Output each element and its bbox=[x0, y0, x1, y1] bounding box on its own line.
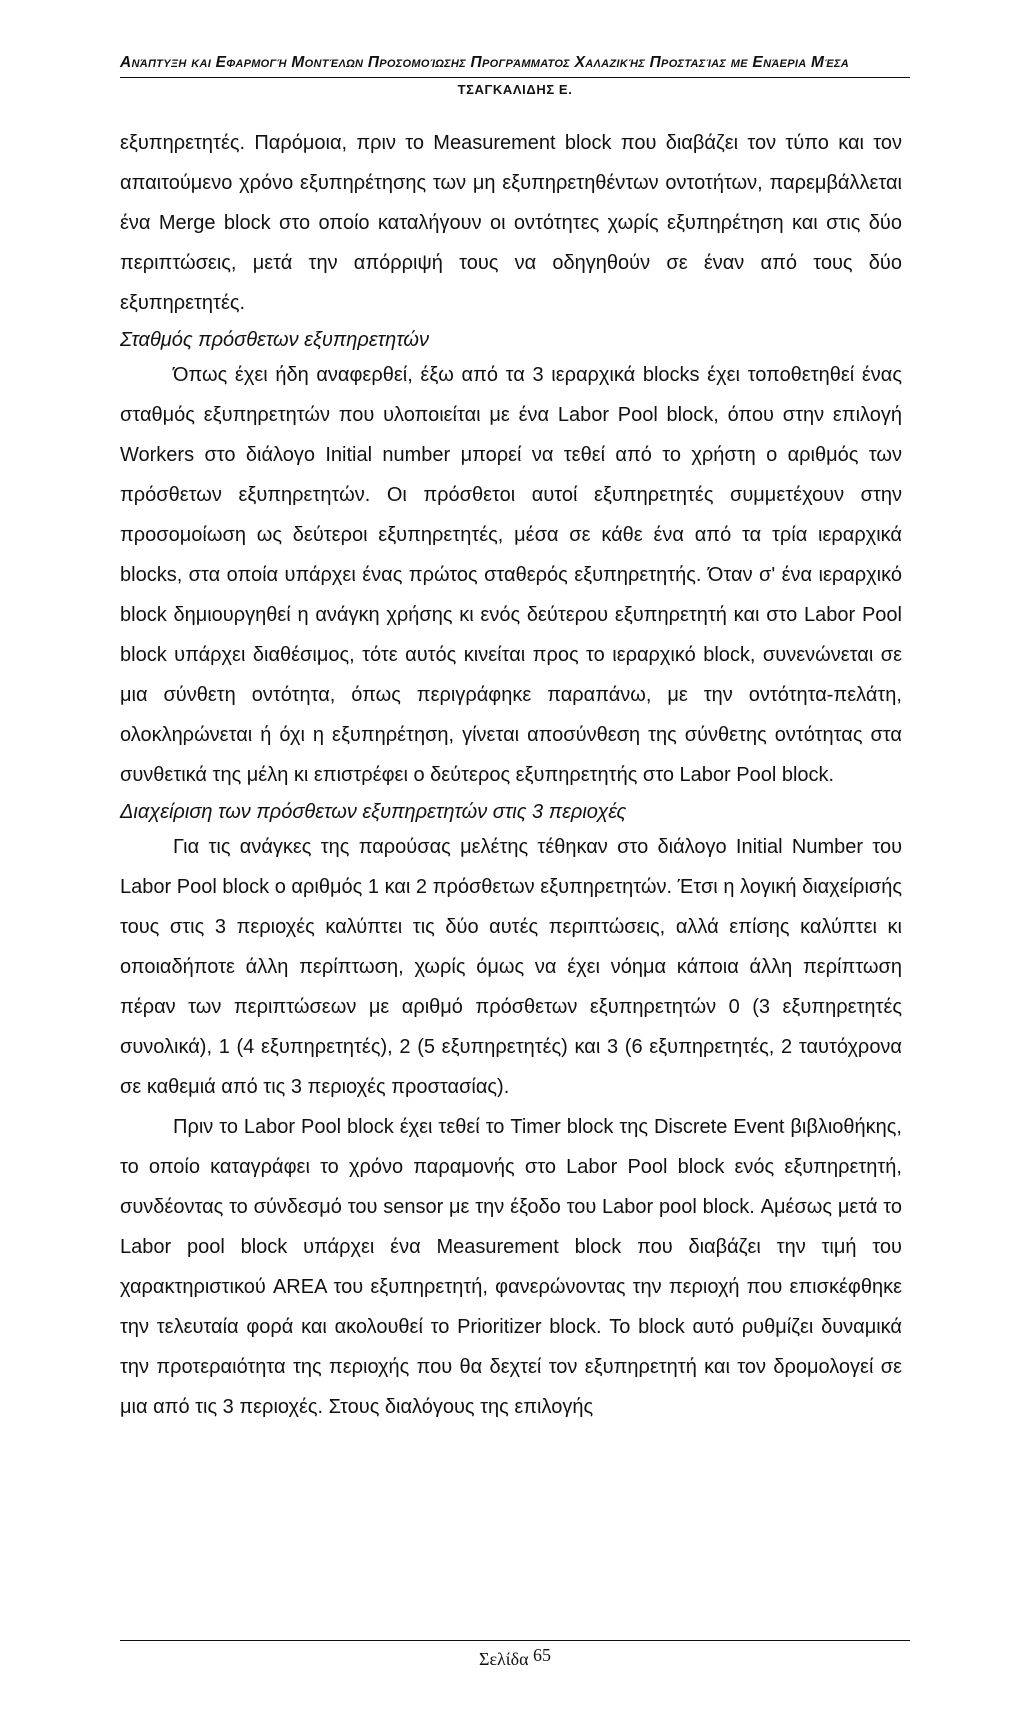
page-header bbox=[120, 52, 910, 98]
page-footer bbox=[120, 1640, 910, 1670]
page-number bbox=[120, 1645, 910, 1670]
running-header-title: Ανάπτυξη και Εφαρμογή Μοντέλων Προσομοίωσης Προγράμματος Χαλαζικής Προστασίας με Ενάερια Μέσα bbox=[120, 54, 849, 71]
header-divider bbox=[120, 77, 910, 78]
footer-divider bbox=[120, 1640, 910, 1641]
page-number-value: 65 bbox=[533, 1645, 552, 1665]
running-header-author: ΤΣΑΓΚΑΛΙΔΗΣ Ε. bbox=[457, 82, 573, 97]
page-label: Σελίδα bbox=[478, 1649, 529, 1669]
paragraph-continuation: εξυπηρετητές. Παρόμοια, πριν το Measurement block που διαβάζει τον τύπο και τον απαιτούμενο χρόνο εξυπηρέτησης των μη εξυπηρετηθέντων οντοτήτων, παρεμβάλλεται ένα Merge block στο οποίο καταλήγουν οι οντότητες χωρίς εξυπηρέτηση και στις δύο περιπτώσεις, μετά την απόρριψή τους να οδηγηθούν σε έναν από τους δύο εξυπηρετητές. bbox=[120, 132, 902, 314]
paragraph-initial-number: Για τις ανάγκες της παρούσας μελέτης τέθηκαν στο διάλογο Initial Number του Labor Pool block ο αριθμός 1 και 2 πρόσθετων εξυπηρετητών. Έτσι η λογική διαχείρισής τους στις 3 περιοχές καλύπτει τις δύο αυτές περιπτώσεις, αλλά επίσης καλύπτει κι οποιαδήποτε άλλη περίπτωση, χωρίς όμως να έχει νόημα κάποια άλλη περίπτωση πέραν των περιπτώσεων με αριθμό πρόσθετων εξυπηρετητών 0 (3 εξυπηρετητές συνολικά), 1 (4 εξυπηρετητές), 2 (5 εξυπηρετητές) και 3 (6 εξυπηρετητές, 2 ταυτόχρονα σε καθεμιά από τις 3 περιοχές προστασίας). bbox=[120, 836, 902, 1098]
page-body bbox=[120, 123, 902, 1427]
paragraph-labor-pool: Όπως έχει ήδη αναφερθεί, έξω από τα 3 ιεραρχικά blocks έχει τοποθετηθεί ένας σταθμός εξυπηρετητών που υλοποιείται με ένα Labor Pool block, όπου στην επιλογή Workers στο διάλογο Initial number μπορεί να τεθεί από το χρήστη ο αριθμός των πρόσθετων εξυπηρετητών. Οι πρόσθετοι αυτοί εξυπηρετητές συμμετέχουν στην προσομοίωση ως δεύτεροι εξυπηρετητές, μέσα σε κάθε ένα από τα τρία ιεραρχικά blocks, στα οποία υπάρχει ένας πρώτος σταθερός εξυπηρετητής. Όταν σ' ένα ιεραρχικό block δημιουργηθεί η ανάγκη χρήσης κι ενός δεύτερου εξυπηρετητή και στο Labor Pool block υπάρχει διαθέσιμος, τότε αυτός κινείται προς το ιεραρχικό block, συνενώνεται σε μια σύνθετη οντότητα, όπως περιγράφηκε παραπάνω, με την οντότητα-πελάτη, ολοκληρώνεται ή όχι η εξυπηρέτηση, γίνεται αποσύνθεση της σύνθετης οντότητας στα συνθετικά της μέλη κι επιστρέφει ο δεύτερος εξυπηρετητής στο Labor Pool block. bbox=[120, 364, 902, 786]
paragraph-timer-block: Πριν το Labor Pool block έχει τεθεί το Timer block της Discrete Event βιβλιοθήκης, το οποίο καταγράφει το χρόνο παραμονής στο Labor Pool block ενός εξυπηρετητή, συνδέοντας το σύνδεσμό του sensor με την έξοδο του Labor pool block. Αμέσως μετά το Labor pool block υπάρχει ένα Measurement block που διαβάζει την τιμή του χαρακτηριστικού AREA του εξυπηρετητή, φανερώνοντας την περιοχή που επισκέφθηκε την τελευταία φορά και ακολουθεί το Prioritizer block. Το block αυτό ρυθμίζει δυναμικά την προτεραιότητα της περιοχής που θα δεχτεί τον εξυπηρετητή και τον δρομολογεί σε μια από τις 3 περιοχές. Στους διαλόγους της επιλογής bbox=[120, 1116, 902, 1418]
section-heading-server-management: Διαχείριση των πρόσθετων εξυπηρετητών στις 3 περιοχές bbox=[120, 801, 627, 823]
section-heading-additional-servers: Σταθμός πρόσθετων εξυπηρετητών bbox=[120, 329, 429, 351]
